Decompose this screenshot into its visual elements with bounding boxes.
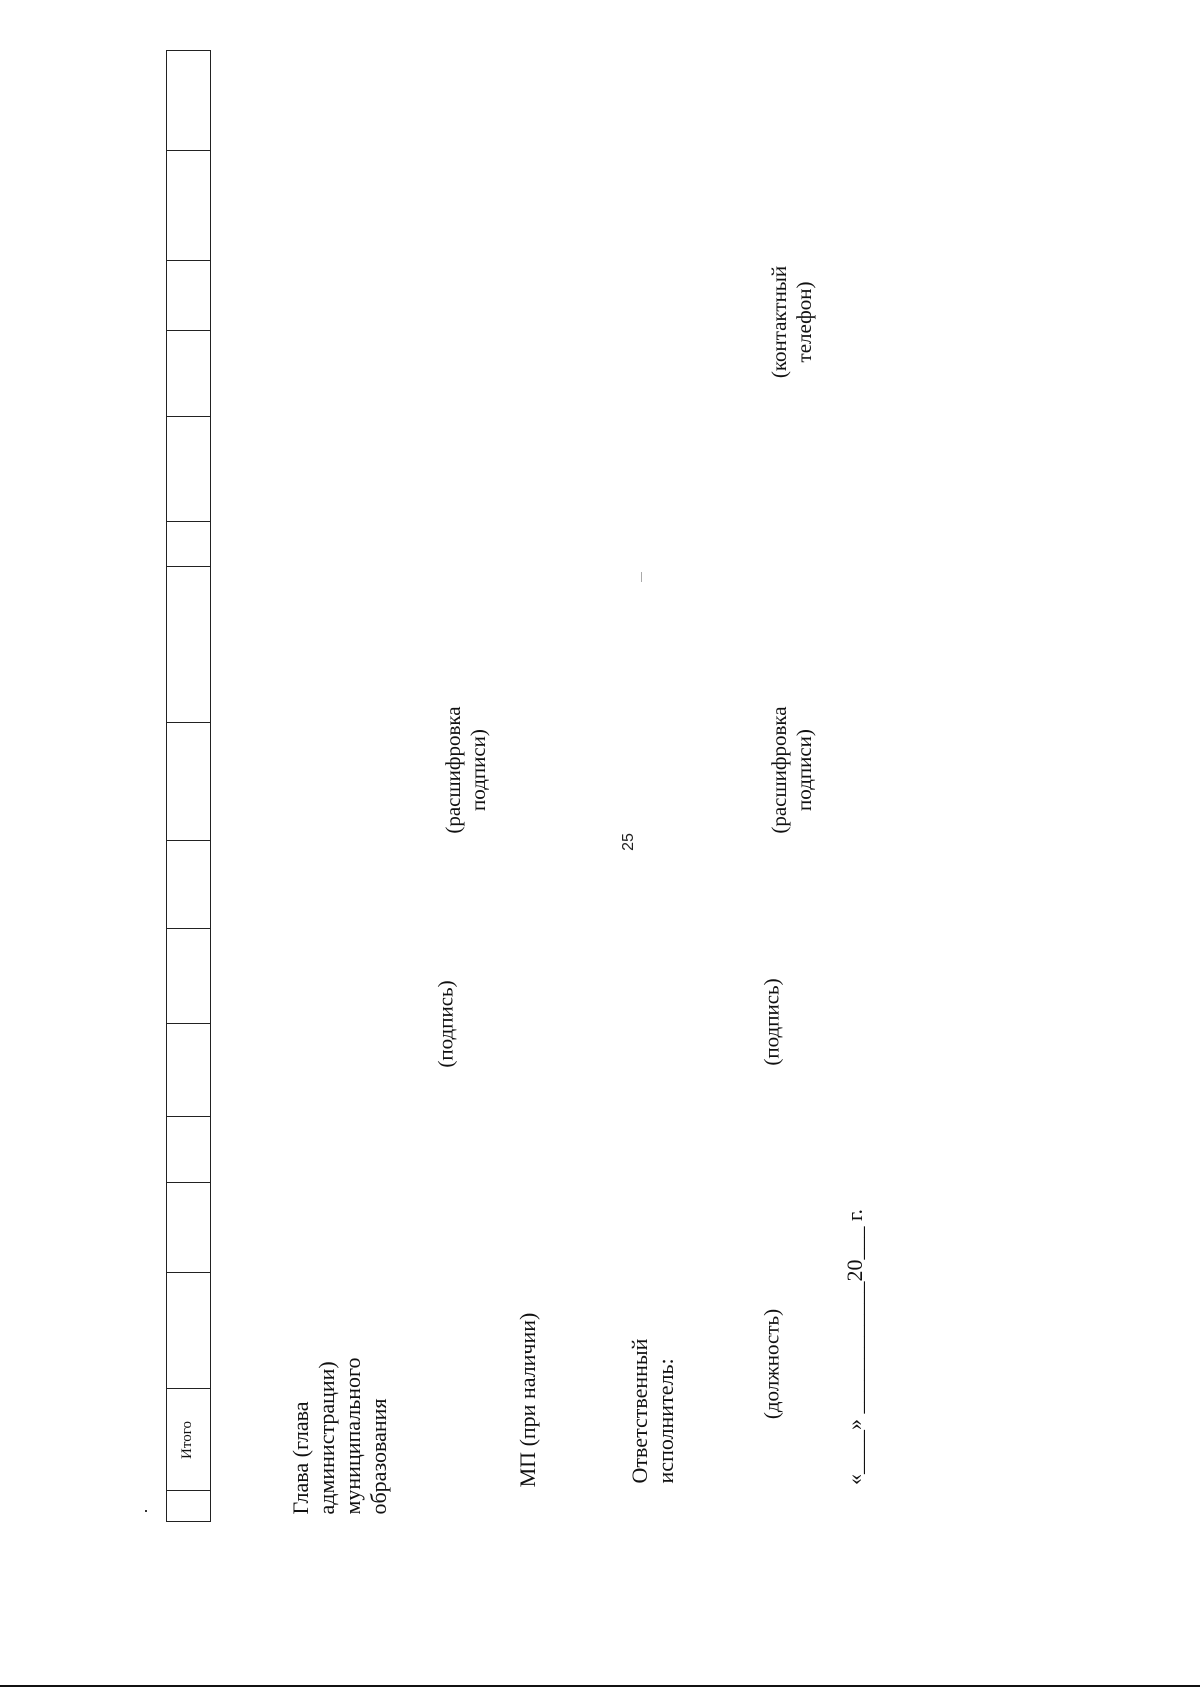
date-line: «____» ____________20___ г. <box>842 1208 868 1486</box>
table-divider <box>166 722 211 723</box>
scan-mark <box>641 572 642 582</box>
table-edge-right <box>210 50 211 1522</box>
table-divider <box>166 416 211 417</box>
table-divider <box>166 1182 211 1183</box>
head-decoding-caption: (расшифровка подписи) <box>441 706 490 834</box>
table-divider <box>166 840 211 841</box>
bottom-rule <box>0 1685 1200 1687</box>
table-divider <box>166 1116 211 1117</box>
table-divider <box>166 1388 211 1389</box>
page-number: 25 <box>620 833 637 851</box>
table-divider <box>166 1023 211 1024</box>
head-signature-caption: (подпись) <box>433 980 458 1068</box>
table-divider <box>166 521 211 522</box>
executor-phone-caption: (контактный телефон) <box>767 265 816 379</box>
table-edge-left <box>166 50 167 1522</box>
executor-signature-caption: (подпись) <box>759 978 784 1066</box>
table-divider <box>166 1272 211 1273</box>
table-divider <box>166 1490 211 1491</box>
speck <box>145 1510 147 1512</box>
table-divider <box>166 330 211 331</box>
seal-label: МП (при наличии) <box>515 1312 541 1488</box>
table-divider <box>166 566 211 567</box>
executor-decoding-caption: (расшифровка подписи) <box>767 706 816 834</box>
table-edge-bottom <box>166 1521 211 1522</box>
table-divider <box>166 928 211 929</box>
table-divider <box>166 260 211 261</box>
total-label: Итого <box>179 1421 196 1459</box>
table-divider <box>166 150 211 151</box>
head-label: Глава (глава администрации) муниципального образования <box>288 1357 391 1515</box>
executor-label: Ответственный исполнитель: <box>627 1338 678 1484</box>
executor-position-caption: (должность) <box>759 1308 784 1420</box>
table-edge-top <box>166 50 211 51</box>
